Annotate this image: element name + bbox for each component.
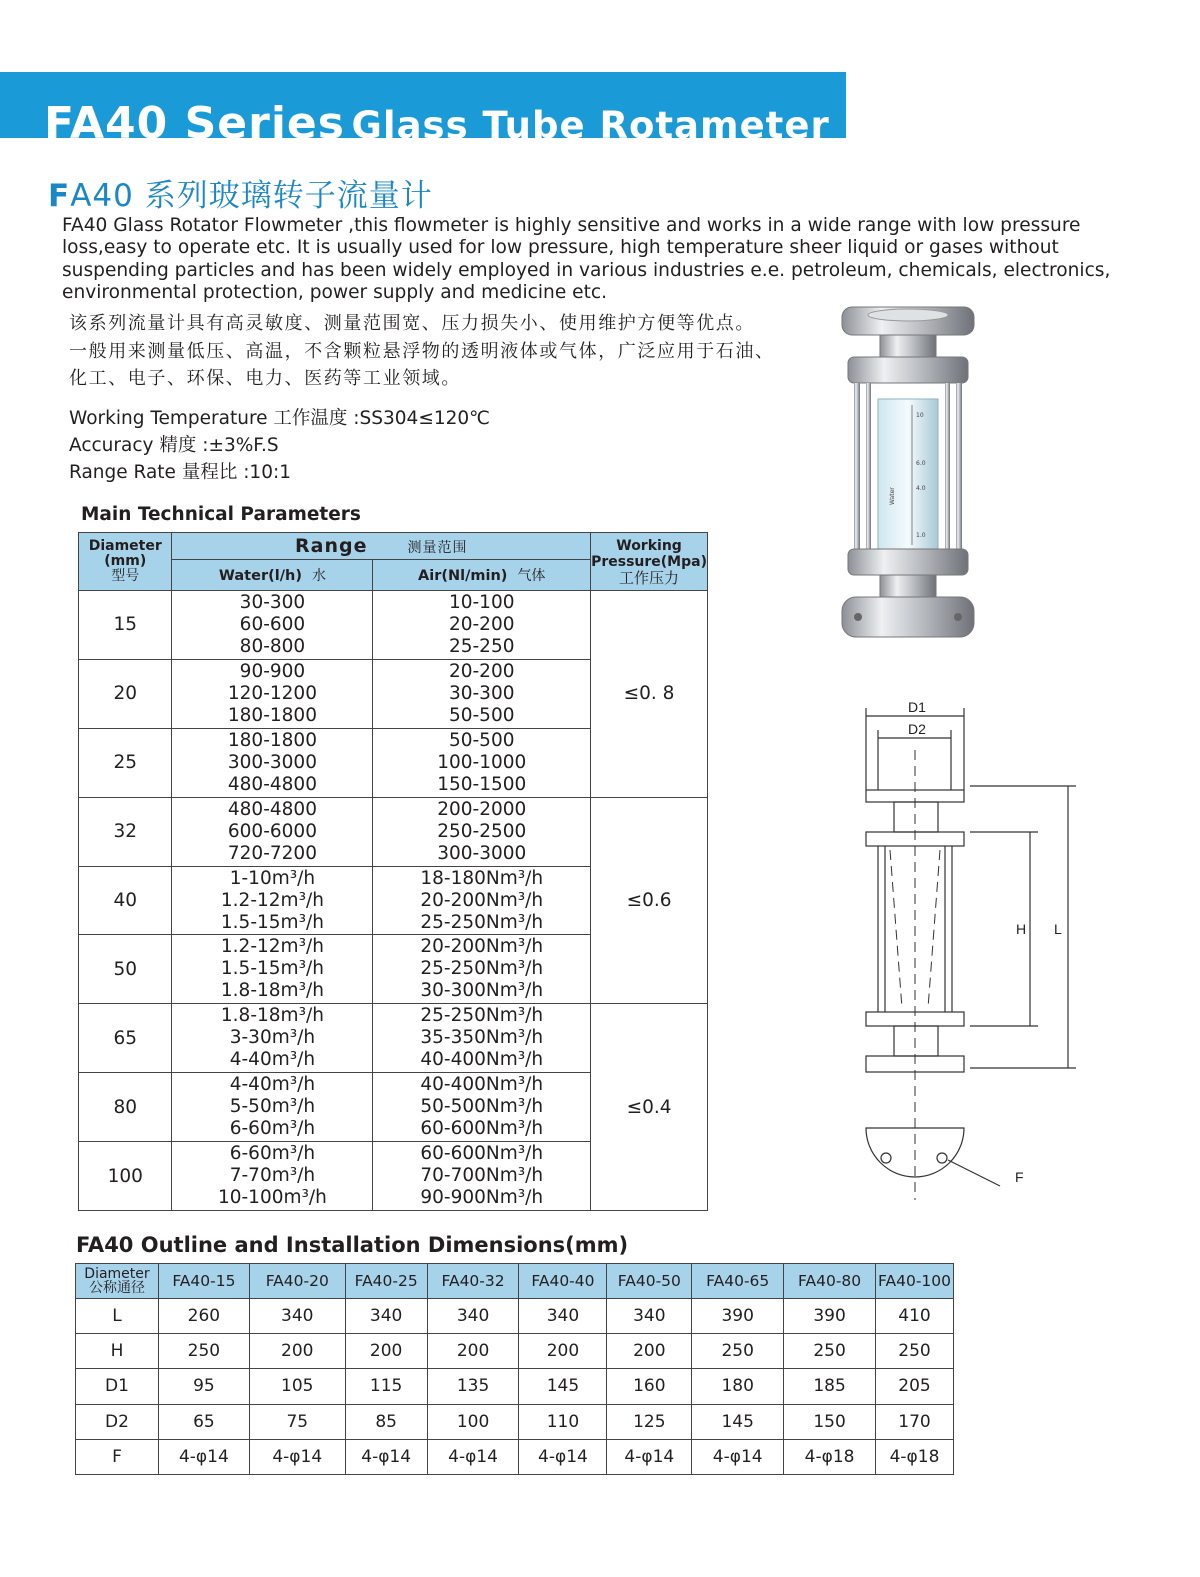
dimension-value: 200 [249, 1334, 345, 1369]
dimension-value: 4-φ18 [784, 1439, 876, 1474]
water-range-cell: 180-1800 300-3000 480-4800 [172, 728, 373, 797]
model-header: FA40-15 [158, 1264, 249, 1299]
title-sub: Glass Tube Rotameter [351, 104, 830, 138]
diameter-cell: 65 [79, 1004, 172, 1073]
dimension-value: 260 [158, 1299, 249, 1334]
dimension-value: 145 [692, 1404, 784, 1439]
label-d2: D2 [908, 721, 926, 737]
label-h: H [1016, 921, 1027, 937]
diameter-cell: 20 [79, 659, 172, 728]
model-header: FA40-50 [607, 1264, 692, 1299]
tech-params-table [78, 532, 708, 1211]
model-header: FA40-20 [249, 1264, 345, 1299]
dimension-value: 135 [427, 1369, 519, 1404]
dimension-value: 390 [692, 1299, 784, 1334]
dimension-value: 4-φ18 [876, 1439, 954, 1474]
table-row [76, 1299, 954, 1334]
dimension-value: 340 [607, 1299, 692, 1334]
spec-range-rate: Range Rate 量程比 :10:1 [69, 462, 291, 483]
dimension-value: 250 [876, 1334, 954, 1369]
scale-label: 10 [916, 412, 924, 419]
dimension-drawing [850, 690, 1090, 1210]
intro-chinese: 该系列流量计具有高灵敏度、测量范围宽、压力损失小、使用维护方便等优点。 一般用来测量低压、高温，不含颗粒悬浮物的透明液体或气体，广泛应用于石油、 化工、电子、环保、电力、医药等工业领域。 [69, 313, 775, 389]
row-label: F [76, 1439, 159, 1474]
row-label: D2 [76, 1404, 159, 1439]
flowmeter-photo [836, 305, 980, 645]
dimension-value: 200 [427, 1334, 519, 1369]
dimension-value: 200 [607, 1334, 692, 1369]
model-header: FA40-80 [784, 1264, 876, 1299]
scale-label: 1.0 [916, 532, 926, 539]
table-row [79, 591, 708, 660]
dimension-value: 390 [784, 1299, 876, 1334]
dimensions-title: FA40 Outline and Installation Dimensions(mm) [76, 1233, 629, 1257]
pressure-cell: ≤0. 8 [591, 591, 708, 798]
dimension-value: 145 [519, 1369, 607, 1404]
table-row [79, 797, 708, 866]
dimension-value: 150 [784, 1404, 876, 1439]
header-diameter-label: Diameter 公称通径 [76, 1264, 159, 1299]
water-range-cell: 480-4800 600-6000 720-7200 [172, 797, 373, 866]
dimension-value: 180 [692, 1369, 784, 1404]
dimension-value: 95 [158, 1369, 249, 1404]
header-water: Water(l/h) 水 [172, 560, 373, 591]
dimension-value: 250 [158, 1334, 249, 1369]
air-range-cell: 60-600Nm³/h 70-700Nm³/h 90-900Nm³/h [373, 1142, 591, 1211]
diameter-cell: 15 [79, 591, 172, 660]
water-range-cell: 30-300 60-600 80-800 [172, 591, 373, 660]
intro-english: FA40 Glass Rotator Flowmeter ,this flowmeter is highly sensitive and works in a wide range with low pressure loss,easy to operate etc. It is usually used for low pressure, high temperature sheer liquid or gases without suspending particles and has been widely employed in various industries e.e. petroleum, chemicals, electronics, environmental protection, power supply and medicine etc. [62, 215, 1111, 303]
pressure-cell: ≤0.4 [591, 1004, 708, 1211]
air-range-cell: 18-180Nm³/h 20-200Nm³/h 25-250Nm³/h [373, 866, 591, 935]
model-header: FA40-25 [345, 1264, 427, 1299]
air-range-cell: 40-400Nm³/h 50-500Nm³/h 60-600Nm³/h [373, 1073, 591, 1142]
dimension-value: 125 [607, 1404, 692, 1439]
dimension-value: 250 [784, 1334, 876, 1369]
diameter-cell: 32 [79, 797, 172, 866]
dimensions-table [75, 1263, 954, 1475]
model-header: FA40-100 [876, 1264, 954, 1299]
air-range-cell: 20-200Nm³/h 25-250Nm³/h 30-300Nm³/h [373, 935, 591, 1004]
pressure-cell: ≤0.6 [591, 797, 708, 1004]
dimension-value: 110 [519, 1404, 607, 1439]
label-l: L [1054, 921, 1062, 937]
dimension-value: 340 [345, 1299, 427, 1334]
dimension-value: 4-φ14 [345, 1439, 427, 1474]
dimension-value: 340 [427, 1299, 519, 1334]
dimension-value: 4-φ14 [692, 1439, 784, 1474]
air-range-cell: 200-2000 250-2500 300-3000 [373, 797, 591, 866]
title-main: FA40 Series [44, 98, 345, 138]
diameter-cell: 40 [79, 866, 172, 935]
dimension-value: 4-φ14 [249, 1439, 345, 1474]
diameter-cell: 25 [79, 728, 172, 797]
water-range-cell: 1.8-18m³/h 3-30m³/h 4-40m³/h [172, 1004, 373, 1073]
table-row [76, 1439, 954, 1474]
spec-accuracy: Accuracy 精度 :±3%F.S [69, 435, 279, 456]
header-diameter: Diameter (mm) 型号 [79, 533, 172, 591]
air-range-cell: 20-200 30-300 50-500 [373, 659, 591, 728]
dimension-value: 205 [876, 1369, 954, 1404]
dimension-value: 105 [249, 1369, 345, 1404]
dimension-value: 85 [345, 1404, 427, 1439]
dimension-value: 4-φ14 [158, 1439, 249, 1474]
dimension-value: 410 [876, 1299, 954, 1334]
tech-params-title: Main Technical Parameters [81, 504, 361, 525]
dimension-value: 185 [784, 1369, 876, 1404]
label-f: F [1015, 1169, 1024, 1185]
dimension-value: 200 [519, 1334, 607, 1369]
dimension-value: 100 [427, 1404, 519, 1439]
diameter-cell: 100 [79, 1142, 172, 1211]
water-range-cell: 4-40m³/h 5-50m³/h 6-60m³/h [172, 1073, 373, 1142]
table-row [76, 1369, 954, 1404]
dimension-value: 200 [345, 1334, 427, 1369]
header-range: Range 测量范围 [172, 533, 591, 560]
scale-label: 4.0 [916, 485, 926, 492]
header-working-pressure: Working Pressure(Mpa) 工作压力 [591, 533, 708, 591]
model-header: FA40-40 [519, 1264, 607, 1299]
dimension-value: 65 [158, 1404, 249, 1439]
header-banner [0, 72, 846, 138]
table-row [76, 1334, 954, 1369]
header-air: Air(Nl/min) 气体 [373, 560, 591, 591]
diameter-cell: 80 [79, 1073, 172, 1142]
page-title [44, 98, 830, 138]
water-range-cell: 90-900 120-1200 180-1800 [172, 659, 373, 728]
air-range-cell: 50-500 100-1000 150-1500 [373, 728, 591, 797]
dimension-value: 170 [876, 1404, 954, 1439]
model-header: FA40-32 [427, 1264, 519, 1299]
spec-temperature: Working Temperature 工作温度 :SS304≤120℃ [69, 408, 490, 429]
water-range-cell: 1.2-12m³/h 1.5-15m³/h 1.8-18m³/h [172, 935, 373, 1004]
dimension-value: 340 [249, 1299, 345, 1334]
dimension-value: 340 [519, 1299, 607, 1334]
table-row [76, 1404, 954, 1439]
dimension-value: 75 [249, 1404, 345, 1439]
model-header: FA40-65 [692, 1264, 784, 1299]
row-label: L [76, 1299, 159, 1334]
row-label: D1 [76, 1369, 159, 1404]
diameter-cell: 50 [79, 935, 172, 1004]
dimension-value: 4-φ14 [519, 1439, 607, 1474]
dimension-value: 160 [607, 1369, 692, 1404]
water-range-cell: 1-10m³/h 1.2-12m³/h 1.5-15m³/h [172, 866, 373, 935]
table-row [79, 1004, 708, 1073]
air-range-cell: 10-100 20-200 25-250 [373, 591, 591, 660]
dimension-value: 115 [345, 1369, 427, 1404]
scale-label: 6.0 [916, 460, 926, 467]
dimension-value: 4-φ14 [607, 1439, 692, 1474]
scale-label: Water [889, 487, 896, 505]
dimension-value: 250 [692, 1334, 784, 1369]
label-d1: D1 [908, 699, 926, 715]
chinese-title: FA40 系列玻璃转子流量计 [48, 178, 433, 214]
air-range-cell: 25-250Nm³/h 35-350Nm³/h 40-400Nm³/h [373, 1004, 591, 1073]
water-range-cell: 6-60m³/h 7-70m³/h 10-100m³/h [172, 1142, 373, 1211]
row-label: H [76, 1334, 159, 1369]
dimension-value: 4-φ14 [427, 1439, 519, 1474]
